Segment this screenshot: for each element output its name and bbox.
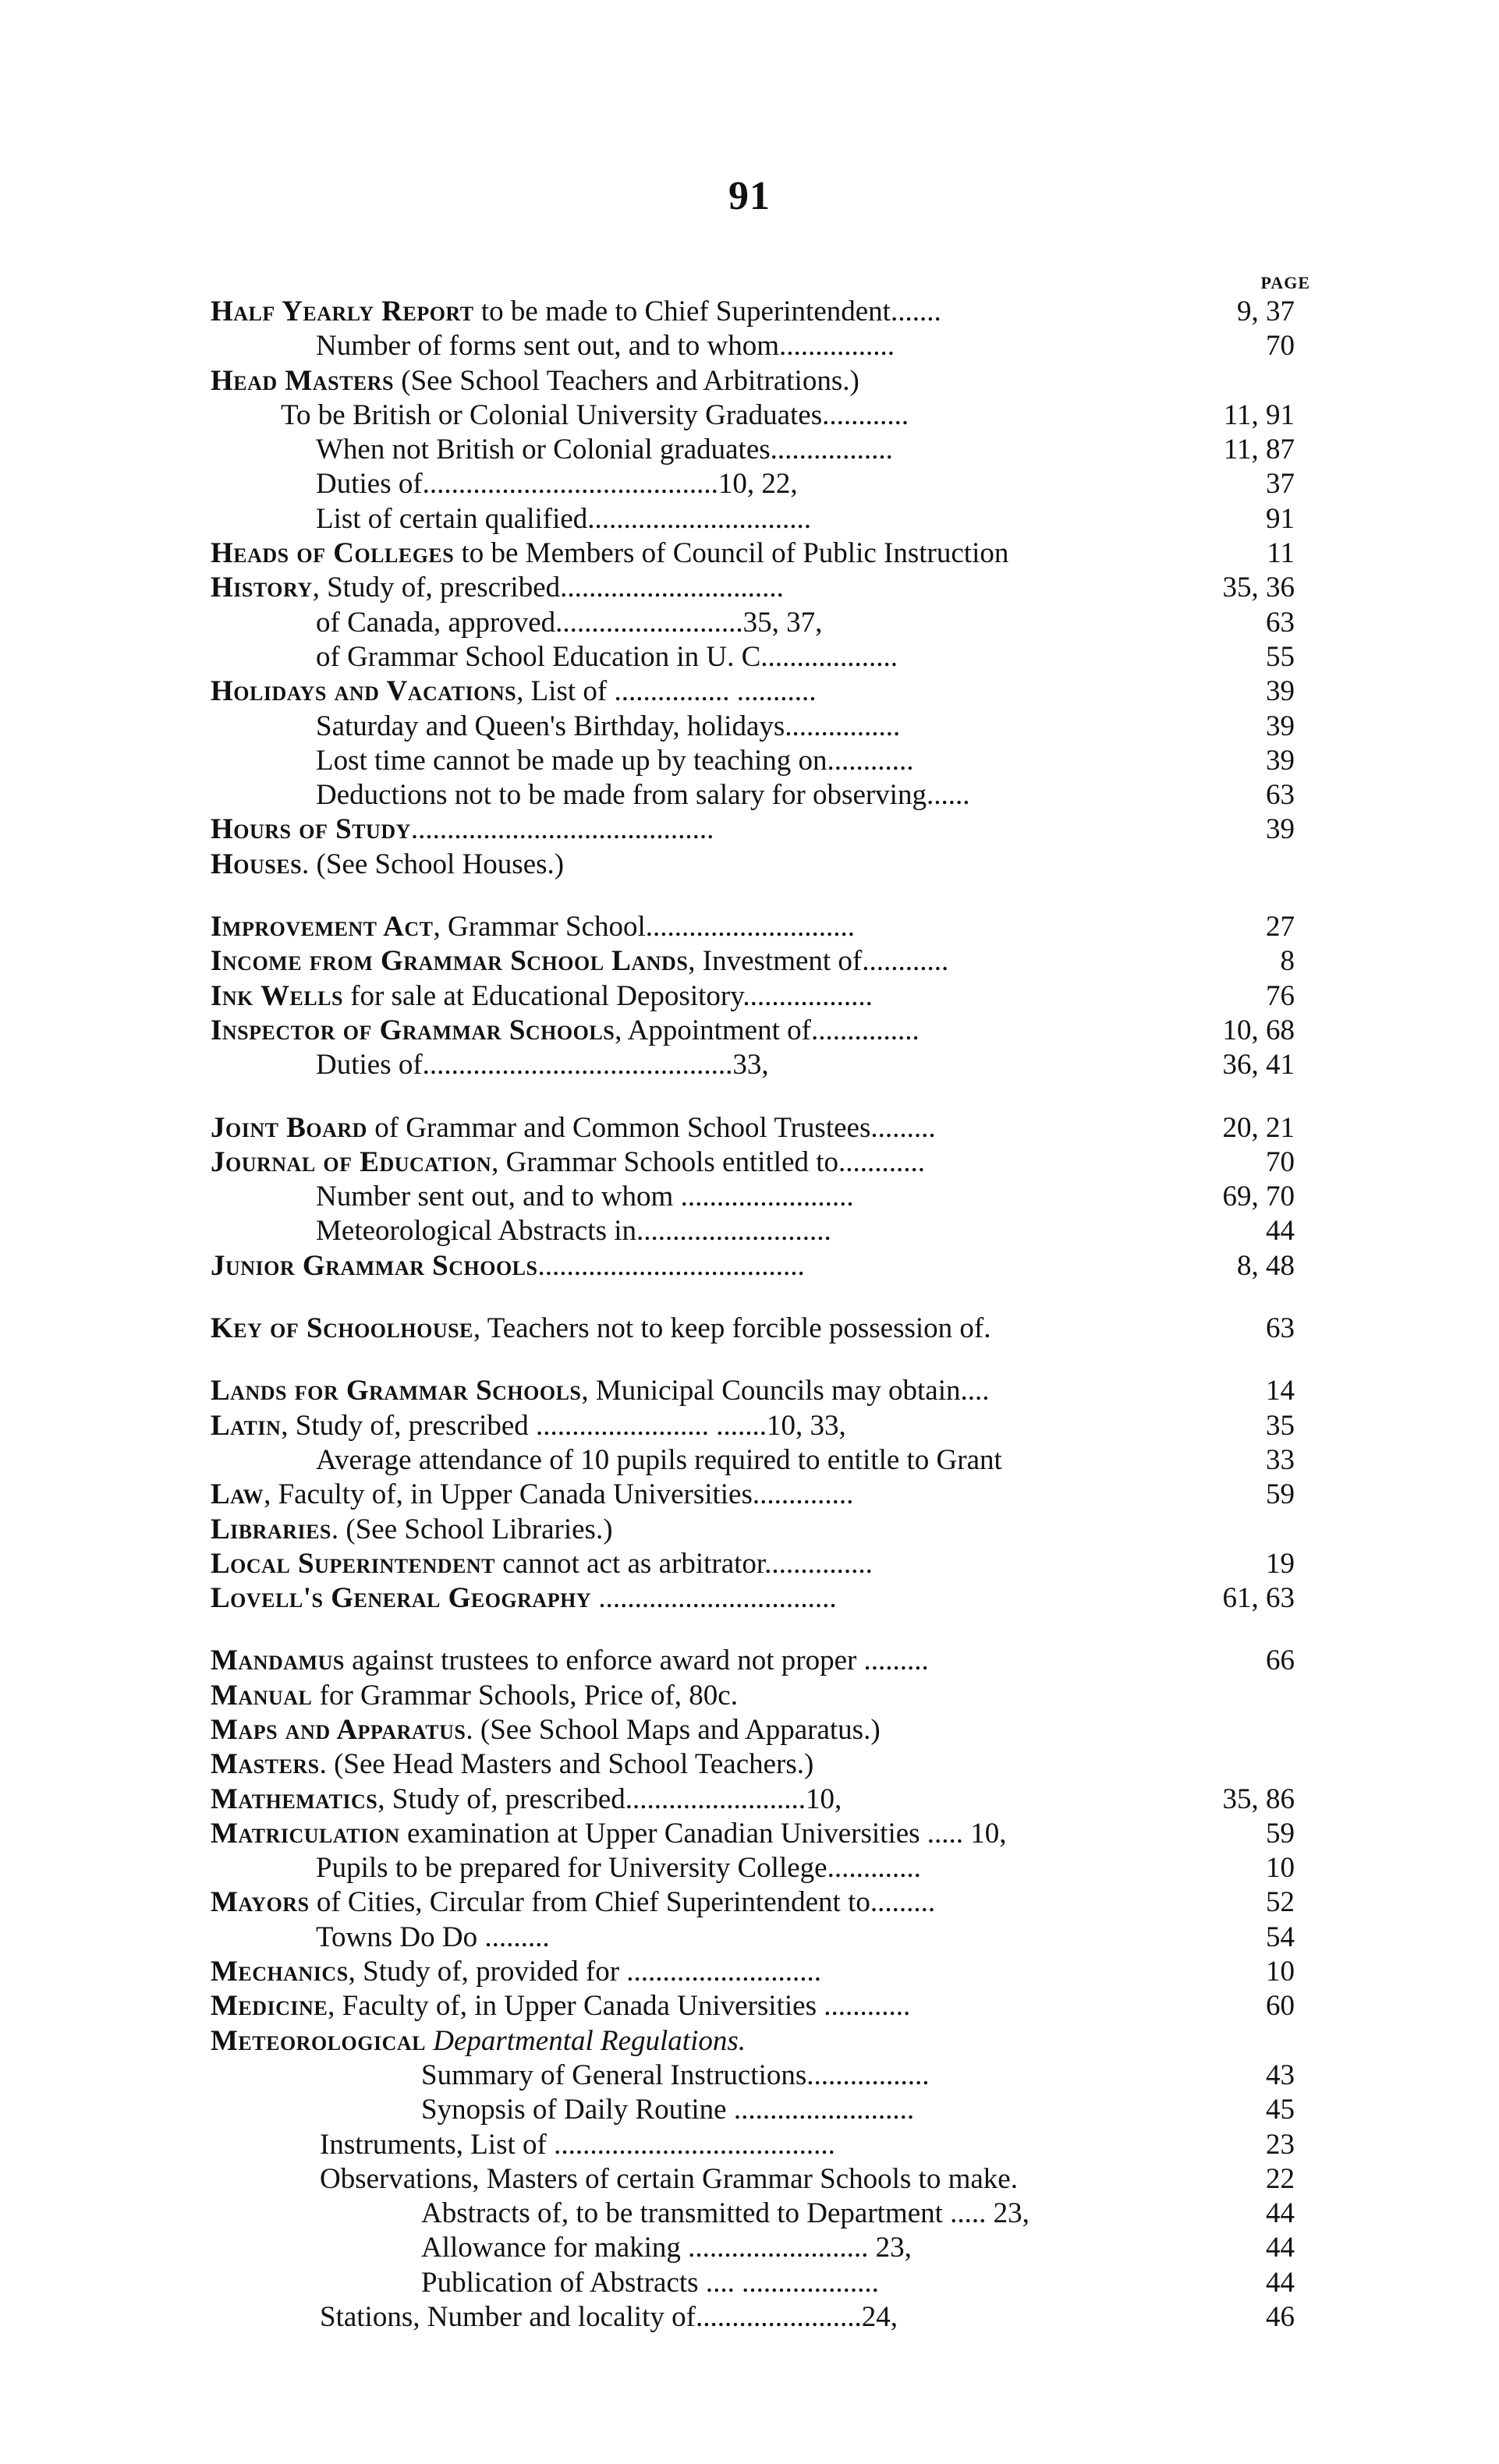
entry-pages: 14 [1266, 1375, 1295, 1407]
entry-pages: 35, 86 [1222, 1783, 1295, 1815]
entry-heading: Matriculation [211, 1817, 400, 1850]
entry-pages: 10, 68 [1222, 1014, 1295, 1046]
entry-heading: Houses [211, 848, 303, 880]
entry-heading: Improvement Act [211, 911, 434, 943]
entry-pages: 23 [1266, 2128, 1295, 2161]
entry-heading: Latin [211, 1409, 282, 1442]
entry-text: cannot act as arbitrator............... [495, 1547, 873, 1580]
entry-pages: 46 [1266, 2301, 1295, 2334]
entry-pages: 76 [1266, 979, 1295, 1012]
entry-heading: Maps and Apparatus [211, 1713, 466, 1746]
index-entry [0, 536, 1499, 571]
index-subentry [0, 2128, 1499, 2162]
entry-pages: 52 [1266, 1886, 1295, 1919]
entry-pages: 54 [1266, 1921, 1295, 1953]
index-entry [0, 2024, 1499, 2059]
entry-text: When not British or Colonial graduates................. [316, 434, 893, 466]
entry-text: of Canada, approved..........................35, 37, [316, 606, 823, 639]
index-subentry [0, 1921, 1499, 1955]
index-subentry [0, 1851, 1499, 1885]
index-entry [0, 1817, 1499, 1851]
entry-heading: Libraries [211, 1513, 331, 1545]
index-entry [0, 979, 1499, 1014]
entry-text: . (See School Libraries.) [331, 1513, 613, 1545]
entry-pages: 60 [1266, 1990, 1295, 2023]
entry-text: Pupils to be prepared for University College............. [316, 1852, 921, 1885]
entry-heading: Mathematics [211, 1783, 378, 1815]
index-entry [0, 1312, 1499, 1346]
entry-text: Synopsis of Daily Routine ......................... [421, 2094, 915, 2126]
entry-text: , Teachers not to keep forcible possession of. [473, 1312, 991, 1345]
entry-heading: Holidays and Vacations [211, 675, 517, 708]
index-entry [0, 1747, 1499, 1782]
entry-text: , Study of, prescribed ........................ .......10, 33, [281, 1409, 846, 1442]
entry-pages: 35 [1266, 1409, 1295, 1442]
entry-pages: 63 [1266, 1312, 1295, 1345]
index-subentry [0, 2266, 1499, 2300]
index-subentry [0, 606, 1499, 640]
entry-text: to be made to Chief Superintendent....... [473, 296, 941, 327]
index-subentry [0, 1443, 1499, 1478]
entry-pages: 33 [1266, 1443, 1295, 1476]
index-entry [0, 1409, 1499, 1443]
entry-pages: 10 [1266, 1956, 1295, 1988]
entry-text: ..................................... [537, 1249, 805, 1282]
index-subentry [0, 2197, 1499, 2231]
entry-heading: Lovell's General Geography [211, 1582, 592, 1615]
entry-text: . (See School Houses.) [302, 848, 565, 880]
entry-heading: Joint Board [211, 1111, 367, 1144]
entry-heading: Local Superintendent [211, 1547, 495, 1580]
entry-text: Towns Do Do ......... [316, 1921, 550, 1953]
entry-text: , Faculty of, in Upper Canada Universities.............. [264, 1478, 854, 1511]
index-subentry [0, 744, 1499, 778]
entry-heading: Half Yearly Report [211, 296, 474, 327]
entry-pages: 35, 36 [1222, 572, 1295, 604]
index-entry [0, 1644, 1499, 1678]
entry-heading: Inspector of Grammar Schools [211, 1014, 615, 1046]
entry-text: Number sent out, and to whom ........................ [316, 1181, 854, 1213]
entry-pages: 91 [1266, 502, 1295, 535]
entry-text: for Grammar Schools, Price of, 80c. [312, 1679, 738, 1712]
index-entry [0, 295, 1499, 329]
entry-text: Meteorological Abstracts in........................... [316, 1215, 831, 1248]
index-entry [0, 1478, 1499, 1512]
entry-pages: 37 [1266, 468, 1295, 501]
index-entry [0, 1885, 1499, 1920]
entry-text: of Cities, Circular from Chief Superintendent to......... [309, 1886, 936, 1919]
entry-heading: Meteorological [211, 2024, 426, 2057]
entry-text: Observations, Masters of certain Grammar Schools to make. [320, 2162, 1018, 2195]
entry-text: for sale at Educational Depository.................. [342, 979, 873, 1012]
entry-pages: 59 [1266, 1478, 1295, 1511]
index-subentry [0, 502, 1499, 536]
entry-pages: 11, 87 [1223, 434, 1295, 466]
entry-text: , Study of, prescribed............................... [312, 572, 784, 604]
entry-pages: 55 [1266, 640, 1295, 673]
page-column-header: PAGE [1260, 273, 1310, 292]
entry-pages: 39 [1266, 744, 1295, 777]
entry-pages: 61, 63 [1222, 1582, 1295, 1615]
index-entry [0, 1513, 1499, 1547]
entry-heading: Mandamus [211, 1644, 345, 1677]
entry-pages: 59 [1266, 1817, 1295, 1850]
entry-pages: 11, 91 [1223, 398, 1295, 431]
entry-text: List of certain qualified............................... [316, 502, 812, 535]
index-entry [0, 1679, 1499, 1713]
entry-text: Duties of.........................................10, 22, [316, 468, 798, 501]
entry-text: Saturday and Queen's Birthday, holidays................ [316, 710, 901, 742]
index-entry [0, 1374, 1499, 1408]
entry-text: , Grammar School............................. [433, 911, 856, 943]
entry-text: . (See Head Masters and School Teachers.) [319, 1748, 814, 1781]
entry-text: (See School Teachers and Arbitrations.) [394, 364, 859, 397]
entry-heading: Hours of Study [211, 813, 411, 846]
index-entry [0, 674, 1499, 709]
index-entry [0, 1547, 1499, 1581]
entry-text: Summary of General Instructions................. [421, 2059, 930, 2091]
index-entry [0, 1014, 1499, 1048]
entry-text: Duties of...........................................33, [316, 1049, 769, 1082]
index-list [0, 295, 1499, 2335]
entry-text: Lost time cannot be made up by teaching on............ [316, 744, 914, 777]
index-entry [0, 364, 1499, 398]
entry-pages: 10 [1266, 1852, 1295, 1885]
index-subentry [0, 778, 1499, 812]
entry-text: Average attendance of 10 pupils required to entitle to Grant [316, 1443, 1002, 1476]
entry-heading: Mayors [211, 1886, 310, 1919]
index-subentry [0, 2093, 1499, 2127]
entry-text: ................................. [591, 1582, 837, 1615]
entry-pages: 39 [1266, 710, 1295, 742]
entry-pages: 43 [1266, 2059, 1295, 2091]
entry-heading: Journal of Education [211, 1145, 492, 1178]
entry-text: of Grammar School Education in U. C................... [316, 640, 898, 673]
index-subentry [0, 329, 1499, 363]
entry-pages: 69, 70 [1222, 1181, 1295, 1213]
index-entry [0, 1955, 1499, 1989]
entry-pages: 36, 41 [1222, 1049, 1295, 1082]
entry-pages: 22 [1266, 2162, 1295, 2195]
entry-pages: 44 [1266, 1215, 1295, 1248]
index-entry [0, 1713, 1499, 1747]
entry-pages: 8, 48 [1237, 1249, 1295, 1282]
entry-text: Publication of Abstracts .... ................... [421, 2266, 879, 2299]
index-subentry [0, 2300, 1499, 2335]
entry-text: . (See School Maps and Apparatus.) [466, 1713, 881, 1746]
index-subentry [0, 710, 1499, 744]
entry-text: Instruments, List of ....................................... [320, 2128, 835, 2161]
entry-pages: 11 [1267, 537, 1295, 570]
index-entry [0, 1145, 1499, 1180]
entry-text: , Study of, provided for ........................... [348, 1956, 822, 1988]
entry-text: , Faculty of, in Upper Canada Universities ............ [328, 1990, 911, 2023]
entry-pages: 20, 21 [1222, 1111, 1295, 1144]
index-subentry [0, 2059, 1499, 2093]
entry-pages: 70 [1266, 330, 1295, 363]
index-subentry [0, 2231, 1499, 2265]
index-entry [0, 1783, 1499, 1817]
index-entry [0, 848, 1499, 882]
index-subentry [0, 1214, 1499, 1248]
index-subentry [0, 1048, 1499, 1082]
entry-pages: 19 [1266, 1547, 1295, 1580]
entry-heading: Mechanics [211, 1956, 349, 1988]
entry-text: to be Members of Council of Public Instruction [454, 537, 1009, 570]
entry-text: Stations, Number and locality of.......................24, [320, 2301, 898, 2334]
entry-heading: Head Masters [211, 364, 395, 397]
entry-text: against trustees to enforce award not proper ......... [344, 1644, 929, 1677]
entry-heading: Lands for Grammar Schools [211, 1375, 582, 1407]
entry-text: , List of ................ ........... [516, 675, 817, 708]
index-entry [0, 1581, 1499, 1616]
entry-heading: Junior Grammar Schools [211, 1249, 538, 1282]
index-entry [0, 910, 1499, 944]
entry-text: Deductions not to be made from salary for observing...... [316, 779, 970, 812]
index-entry [0, 1249, 1499, 1283]
entry-heading: History [211, 572, 313, 604]
index-subentry [0, 640, 1499, 674]
index-entry [0, 1989, 1499, 2023]
entry-pages: 44 [1266, 2266, 1295, 2299]
entry-text: of Grammar and Common School Trustees......... [367, 1111, 936, 1144]
entry-heading: Law [211, 1478, 264, 1511]
index-entry [0, 571, 1499, 605]
entry-pages: 63 [1266, 779, 1295, 812]
entry-pages: 39 [1266, 675, 1295, 708]
page-number: 91 [728, 174, 771, 218]
entry-heading: Manual [211, 1679, 313, 1712]
entry-text: , Investment of............ [688, 945, 949, 978]
entry-text: , Study of, prescribed.........................10, [377, 1783, 842, 1815]
index-entry [0, 944, 1499, 979]
entry-pages: 63 [1266, 606, 1295, 639]
entry-text: , Grammar Schools entitled to............ [491, 1145, 926, 1178]
entry-heading: Income from Grammar School Lands [211, 945, 689, 978]
index-subentry [0, 2162, 1499, 2197]
index-subentry [0, 467, 1499, 501]
entry-heading: Key of Schoolhouse [211, 1312, 473, 1345]
entry-pages: 9, 37 [1237, 296, 1295, 327]
entry-pages: 44 [1266, 2232, 1295, 2264]
entry-pages: 27 [1266, 911, 1295, 943]
index-entry [0, 812, 1499, 847]
index-subentry [0, 1180, 1499, 1214]
entry-text: To be British or Colonial University Graduates............ [281, 398, 909, 431]
entry-text: , Appointment of............... [615, 1014, 920, 1046]
entry-heading: Masters [211, 1748, 320, 1781]
index-entry [0, 1111, 1499, 1145]
entry-heading: Ink Wells [211, 979, 343, 1012]
entry-text: Abstracts of, to be transmitted to Department ..... 23, [421, 2197, 1029, 2230]
index-subentry [0, 398, 1499, 433]
entry-heading: Medicine [211, 1990, 328, 2023]
entry-heading: Heads of Colleges [211, 537, 455, 570]
entry-pages: 44 [1266, 2197, 1295, 2230]
entry-text: Allowance for making ......................... 23, [421, 2232, 912, 2264]
entry-text: examination at Upper Canadian Universities ..... 10, [399, 1817, 1007, 1850]
entry-text: .......................................... [410, 813, 714, 846]
entry-pages: 66 [1266, 1644, 1295, 1677]
entry-text: , Municipal Councils may obtain.... [581, 1375, 990, 1407]
entry-pages: 70 [1266, 1145, 1295, 1178]
entry-text: Departmental Regulations. [425, 2024, 746, 2057]
entry-pages: 45 [1266, 2094, 1295, 2126]
entry-text: Number of forms sent out, and to whom................ [316, 330, 895, 363]
entry-pages: 8 [1280, 945, 1295, 978]
index-subentry [0, 433, 1499, 467]
entry-pages: 39 [1266, 813, 1295, 846]
